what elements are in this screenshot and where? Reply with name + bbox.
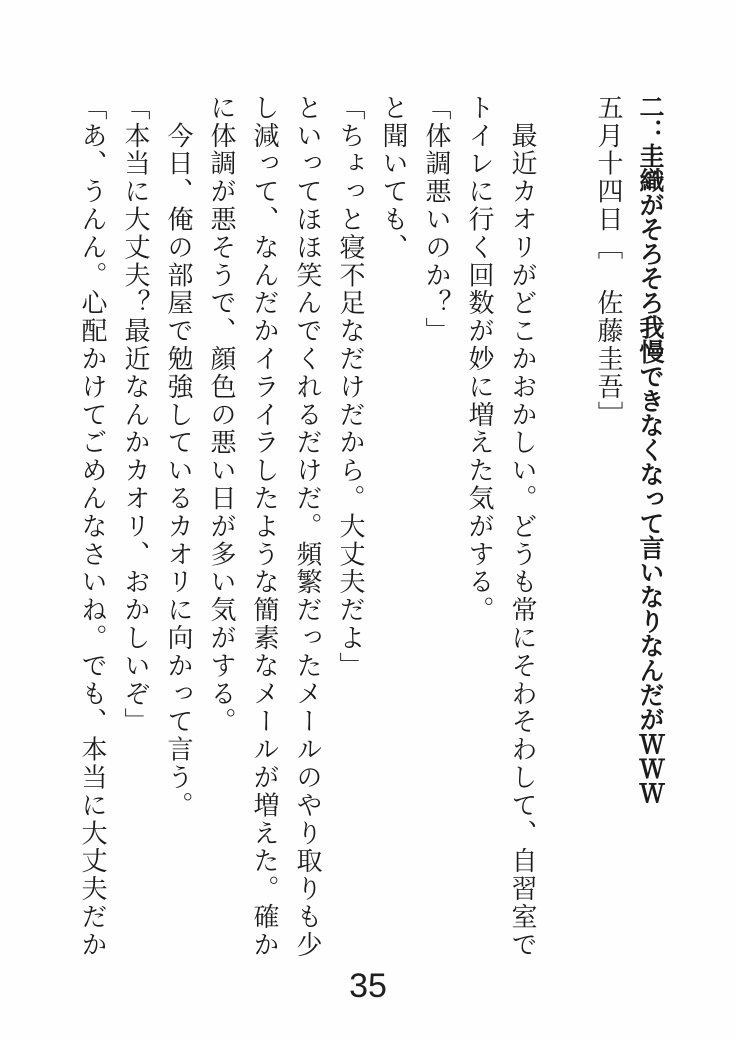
story-paragraph: 「あ、うんん。心配かけてごめんなさいね。でも、本当に大丈夫だか bbox=[77, 94, 107, 959]
story-paragraph: と聞いても、 bbox=[378, 94, 408, 262]
story-text-block bbox=[28, 94, 672, 966]
story-paragraph: 今日、俺の部屋で勉強しているカオリに向かって言う。 bbox=[163, 94, 193, 820]
chapter-title: 二：圭織がそろそろ我慢できなくなって言いなりなんだがＷＷＷ bbox=[636, 94, 665, 805]
date-author-line: 五月十四日［ 佐藤圭吾］ bbox=[593, 94, 623, 429]
page-number: 35 bbox=[349, 967, 387, 1005]
story-paragraph: 「本当に大丈夫？最近なんかカオリ、おかしいぞ」 bbox=[120, 94, 150, 736]
story-paragraph: といってほほ笑んでくれるだけだ。頻繁だったメールのやり取りも少し減って、なんだかイライラしたような簡素なメールが増えた。確かに体調が悪そうで、顔色の悪い日が多い気がする。 bbox=[206, 94, 322, 959]
story-paragraph: 「体調悪いのか？」 bbox=[421, 94, 451, 346]
story-paragraph: 最近カオリがどこかおかしい。どうも常にそわそわして、自習室でトイレに行く回数が妙に増えた気がする。 bbox=[464, 94, 537, 959]
story-paragraph: 「ちょっと寝不足なだけだから。大丈夫だよ」 bbox=[335, 94, 365, 680]
